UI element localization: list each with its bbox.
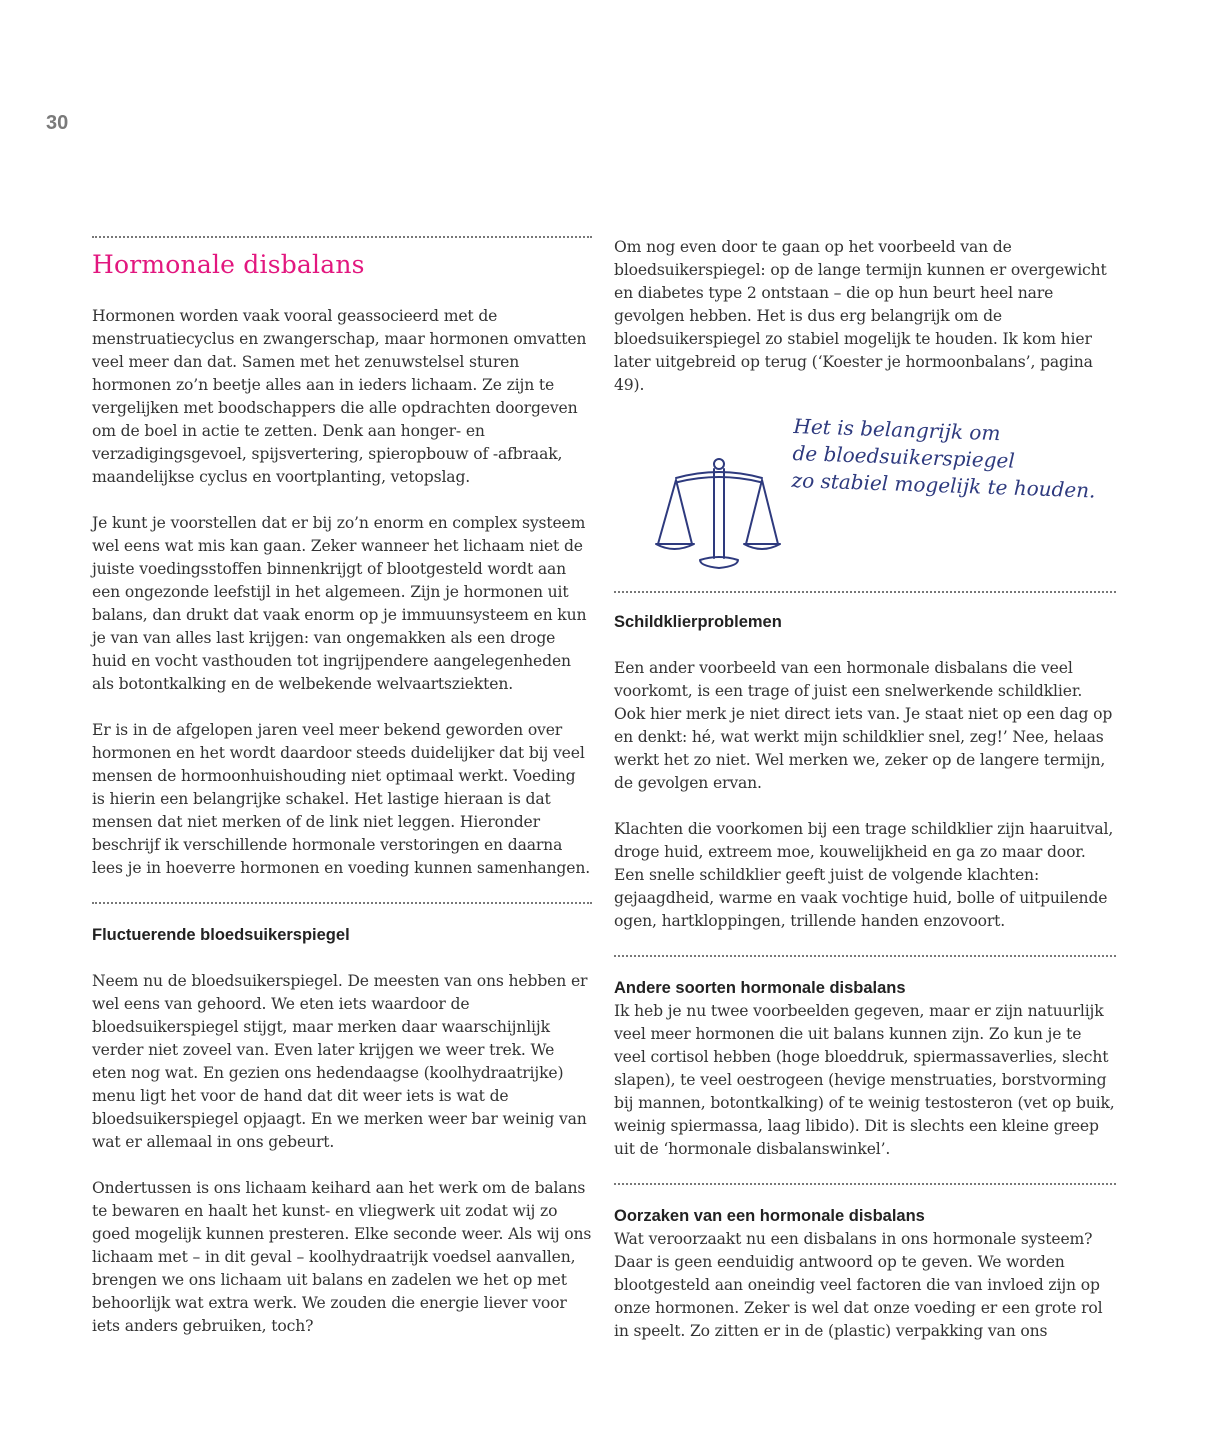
balance-scale-icon xyxy=(654,456,784,576)
quote-line: de bloedsuikerspiegel xyxy=(792,440,1016,473)
bloedsuiker-paragraph-1: Neem nu de bloedsuikerspiegel. De meesten van ons hebben er wel eens van gehoord. We eten iets waardoor de bloedsuikerspiegel stijgt, maar merken daar waarschijnlijk verder niet zoveel van. Even later krijgen we weer trek. We eten nog wat. En gezien ons hedendaagse (koolhydraatrijke) menu ligt het voor de hand dat dit weer iets is wat de bloedsuikerspiegel opjaagt. En we merken weer bar weinig van wat er allemaal in ons gebeurt. xyxy=(92,972,588,1151)
chapter-title: Hormonale disbalans xyxy=(92,250,365,279)
dotted-divider xyxy=(614,591,1116,593)
section-heading-andere: Andere soorten hormonale disbalans xyxy=(614,979,906,997)
bloedsuiker-paragraph-2: Ondertussen is ons lichaam keihard aan het werk om de balans te bewaren en haalt het kunst- en vliegwerk uit zodat wij zo goed mogelijk kunnen presteren. Elke seconde weer. Als wij ons lichaam met – in dit geval – koolhydraatrijk voedsel aanvallen, brengen we ons lichaam uit balans en zadelen we het op met behoorlijk wat extra werk. We zouden die energie liever voor iets anders gebruiken, toch? xyxy=(92,1179,592,1335)
intro-paragraph-3: Er is in de afgelopen jaren veel meer bekend geworden over hormonen en het wordt daardoor steeds duidelijker dat bij veel mensen de hormoonhuishouding niet optimaal werkt. Voeding is hierin een belangrijke schakel. Het lastige hieraan is dat mensen dat niet merken of de link niet leggen. Hieronder beschrijf ik verschillende hormonale verstoringen en daarna lees je in hoeverre hormonen en voeding kunnen samenhangen. xyxy=(92,721,591,877)
left-column xyxy=(92,236,592,1338)
schildklier-paragraph-2: Klachten die voorkomen bij een trage schildklier zijn haaruitval, droge huid, extreem moe, kouwelijkheid en ga zo maar door. Een snelle schildklier geeft juist de volgende klachten: gejaagdheid, warme en vaak vochtige huid, bolle of uitpuilende ogen, hartkloppingen, trillende handen enzovoort. xyxy=(614,820,1114,930)
right-column xyxy=(614,236,1116,1343)
dotted-divider xyxy=(92,236,592,238)
section-heading-schildklier: Schildklierproblemen xyxy=(614,613,782,631)
dotted-divider xyxy=(92,902,592,904)
section-heading-oorzaken: Oorzaken van een hormonale disbalans xyxy=(614,1207,925,1225)
right-intro-paragraph: Om nog even door te gaan op het voorbeeld van de bloedsuikerspiegel: op de lange termijn kunnen er overgewicht en diabetes type 2 ontstaan – die op hun beurt heel nare gevolgen hebben. Het is dus erg belangrijk om de bloedsuikerspiegel zo stabiel mogelijk te houden. Ik kom hier later uitgebreid op terug (‘Koester je hormoonbalans’, pagina 49). xyxy=(614,238,1107,394)
schildklier-paragraph-1: Een ander voorbeeld van een hormonale disbalans die veel voorkomt, is een trage of juist een snelwerkende schildklier. Ook hier merk je niet direct iets van. Je staat niet op een dag op en denkt: hé, wat werkt mijn schildklier snel, zeg!’ Nee, helaas werkt het zo niet. Wel merken we, zeker op de langere termijn, de gevolgen ervan. xyxy=(614,659,1113,792)
illustration-block xyxy=(614,409,1116,591)
section-heading-bloedsuiker: Fluctuerende bloedsuikerspiegel xyxy=(92,926,350,944)
handwritten-quote xyxy=(791,413,1098,505)
page-number: 30 xyxy=(46,112,69,134)
intro-paragraph-2: Je kunt je voorstellen dat er bij zo’n enorm en complex systeem wel eens wat mis kan gaan. Zeker wanneer het lichaam niet de juiste voedingsstoffen binnenkrijgt of blootgesteld wordt aan een ongezonde leefstijl in het algemeen. Zijn je hormonen uit balans, dan drukt dat vaak enorm op je immuunsysteem en kun je van van alles last krijgen: van ongemakken als een droge huid en vocht vasthouden tot ingrijpendere aangelegenheden als botontkalking en de welbekende welvaartsziekten. xyxy=(92,514,587,693)
oorzaken-paragraph-1: Wat veroorzaakt nu een disbalans in ons hormonale systeem? Daar is geen eenduidig antwoord op te geven. We worden blootgesteld aan oneindig veel factoren die van invloed zijn op onze hormonen. Zeker is wel dat onze voeding er een grote rol in speelt. Zo zitten er in de (plastic) verpakking van ons xyxy=(614,1230,1103,1340)
quote-line: zo stabiel mogelijk te houden. xyxy=(791,467,1096,503)
quote-line: Het is belangrijk om xyxy=(793,413,1001,446)
dotted-divider xyxy=(614,955,1116,957)
intro-paragraph-1: Hormonen worden vaak vooral geassocieerd met de menstruatiecyclus en zwangerschap, maar hormonen omvatten veel meer dan dat. Samen met het zenuwstelsel sturen hormonen zo’n beetje alles aan in ieders lichaam. Ze zijn te vergelijken met boodschappers die alle opdrachten doorgeven om de boel in actie te zetten. Denk aan honger- en verzadigingsgevoel, spijsvertering, spieropbouw of -afbraak, maandelijkse cyclus en voortplanting, vetopslag. xyxy=(92,307,587,486)
andere-paragraph-1: Ik heb je nu twee voorbeelden gegeven, maar er zijn natuurlijk veel meer hormonen die uit balans kunnen zijn. Zo kun je te veel cortisol hebben (hoge bloeddruk, spiermassaverlies, slecht slapen), te veel oestrogeen (hevige menstruaties, borstvorming bij mannen, botontkalking) of te weinig testosteron (vet op buik, weinig spiermassa, laag libido). Dit is slechts een kleine greep uit de ‘hormonale disbalanswinkel’. xyxy=(614,1002,1115,1158)
dotted-divider xyxy=(614,1183,1116,1185)
